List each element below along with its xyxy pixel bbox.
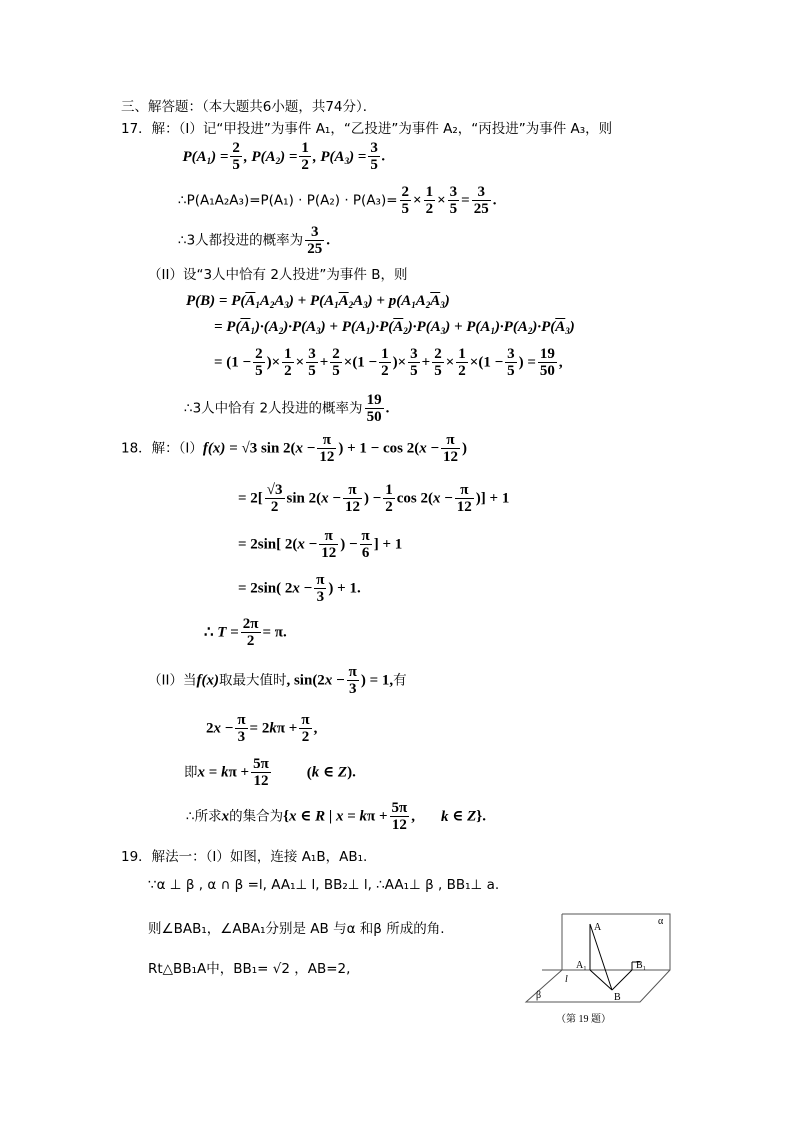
p18-line3: = 2sin[ 2(x − $\frac{\pi}{12}$ ) − $\frac{\pi}{6}$ ] + 1 bbox=[238, 528, 403, 561]
label-B: B bbox=[614, 992, 621, 1003]
p18-line1: 18．解：（I）f(x) = √3 sin 2(x − $\frac{\pi}{12}$ ) + 1 − cos 2(x − $\frac{\pi}{12}$ ) bbox=[121, 432, 468, 465]
p17-product-prefix: ∴P(A₁A₂A₃)=P(A₁) · P(A₂) · P(A₃)= bbox=[178, 192, 398, 209]
plane-beta bbox=[526, 970, 670, 1002]
p17-eq1: $P(B) = P(\overline{A}_1A_2A_3) + P(A_1\overline{A}_2A_3) + p(A_1A_2\overline{A}_3)$ bbox=[186, 293, 450, 310]
label-beta: β bbox=[536, 990, 542, 1001]
p17-two: ∴3人中恰有 2人投进的概率为 $\frac{19}{50}$ . bbox=[184, 392, 390, 425]
p18-g2: 即x = kπ + $\frac{5\pi}{12}$ (k ∈ Z). bbox=[184, 756, 356, 789]
p18-g3: ∴所求x的集合为{x ∈ R | x = kπ + $\frac{5\pi}{12}$ , k ∈ Z}. bbox=[186, 800, 486, 833]
p17-part2-intro: （II）设“3人中恰有 2人投进”为事件 B，则 bbox=[148, 267, 408, 283]
p18-line4: = 2sin( 2x − $\frac{\pi}{3}$ ) + 1. bbox=[238, 572, 361, 605]
p19-l1: ∵α ⊥ β , α ∩ β =l, AA₁⊥ l, BB₂⊥ l, ∴AA₁⊥ β , BB₁⊥ a. bbox=[148, 877, 500, 893]
label-A1: A₁ bbox=[576, 960, 587, 971]
p19-intro: 19．解法一：（I）如图，连接 A₁B，AB₁. bbox=[121, 849, 368, 865]
p18-intro: 18．解：（I） bbox=[121, 440, 203, 457]
label-alpha: α bbox=[658, 916, 664, 927]
p18-g1: 2x − $\frac{\pi}{3}$ = 2kπ + $\frac{\pi}{2}$ , bbox=[206, 712, 318, 745]
p19-l2: 则∠BAB₁，∠ABA₁分别是 AB 与α 和β 所成的角. bbox=[148, 921, 445, 937]
label-A: A bbox=[594, 922, 602, 933]
label-B1: B₁ bbox=[636, 960, 647, 971]
p18-part2: （II）当f(x)取最大值时, sin(2x − $\frac{\pi}{3}$ ) = 1,有 bbox=[148, 664, 407, 697]
p17-all-three: ∴3人都投进的概率为 $\frac{3}{25}$ . bbox=[178, 224, 330, 257]
p17-eq3: = (1 − $\frac{2}{5}$ )× $\frac{1}{2}$ × $\frac{3}{5}$ + $\frac{2}{5}$ ×(1 − $\frac{1}{2}$ )× $\frac{3}{5}$ + $\frac{2}{5}$ × $\frac{1}{2}$ ×(1 − $\frac{3}{5}$ ) = $\frac{19}{50}$ , bbox=[214, 346, 563, 379]
segment-BB1 bbox=[612, 970, 632, 990]
section-title: 三、解答题：（本大题共6小题，共74分）． bbox=[121, 99, 377, 115]
p18-line2: = 2[ $\frac{√3}{2}$ sin 2(x − $\frac{\pi}{12}$ ) − $\frac{1}{2}$ cos 2(x − $\frac{\pi}{12}$ )] + 1 bbox=[238, 482, 510, 515]
figure-caption: （第 19 题） bbox=[556, 1014, 611, 1025]
label-l: l bbox=[565, 974, 568, 985]
p17-eq2: = $P(\overline{A}_1)\cdot(A_2)\cdot P(A_3) + P(A_1)\cdot P(\overline{A}_2)\cdot P(A_3) + P(A_1)\cdot P(A_2)\cdot P(\overline{A}_3)$ bbox=[214, 319, 575, 336]
p17-product: ∴P(A₁A₂A₃)=P(A₁) · P(A₂) · P(A₃)= $\frac{2}{5}$ × $\frac{1}{2}$ × $\frac{3}{5}$ = $\frac{3}{25}$ . bbox=[178, 184, 497, 217]
figure-19 bbox=[522, 910, 676, 1032]
p17-intro: 17．解：（I）记“甲投进”为事件 A₁，“乙投进”为事件 A₂，“丙投进”为事件 A₃，则 bbox=[121, 121, 613, 137]
p17-probs: $P(A_1)$ = $\frac{2}{5}$ , $P(A_2)$ = $\frac{1}{2}$ , $P(A_3)$ = $\frac{3}{5}$ . bbox=[182, 140, 386, 173]
p19-l3: Rt△BB₁A中，BB₁= √2 ，AB=2, bbox=[148, 961, 351, 977]
p18-period: ∴ T = $\frac{2\pi}{2}$ = π. bbox=[204, 616, 287, 649]
